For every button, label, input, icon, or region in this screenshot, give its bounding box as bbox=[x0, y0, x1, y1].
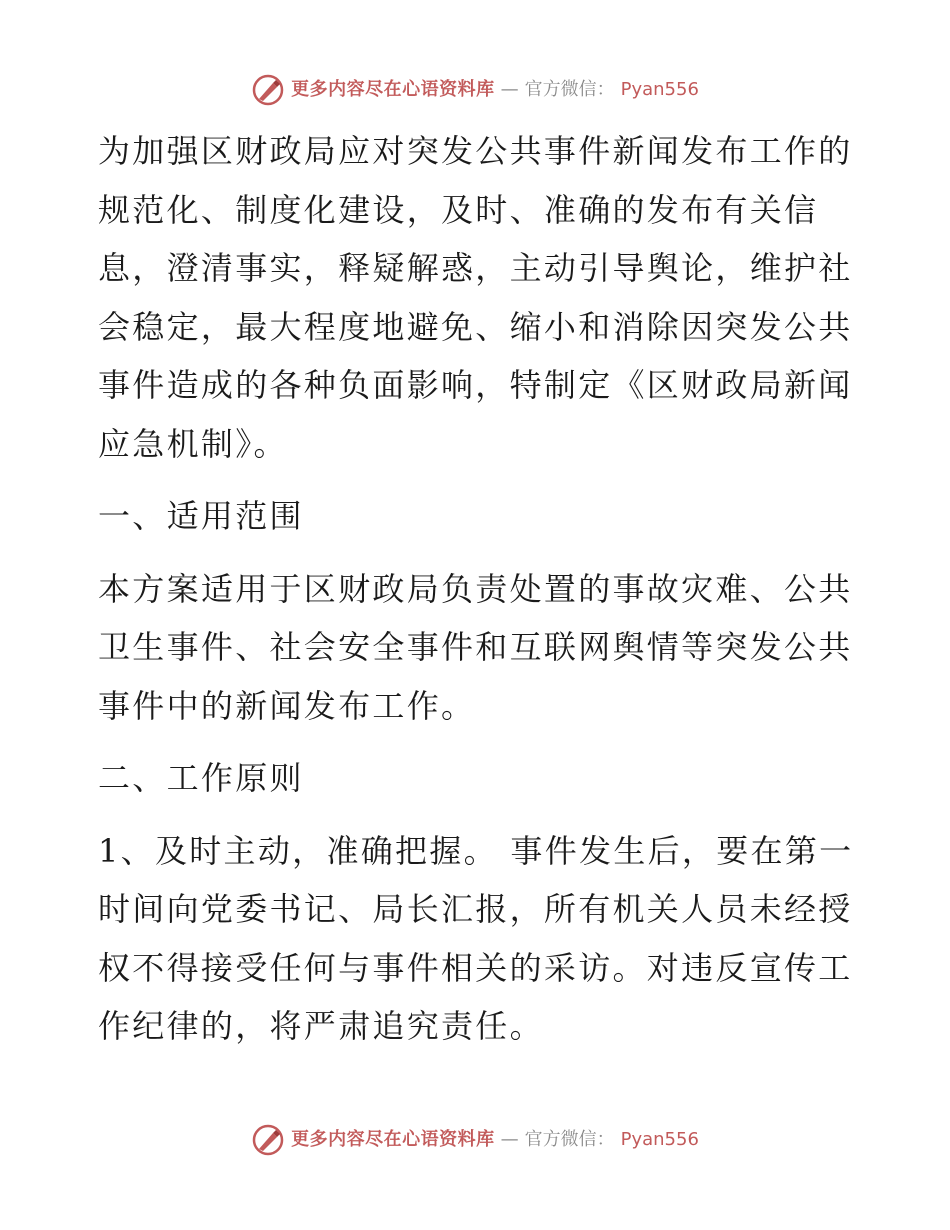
watermark-text: 更多内容尽在心语资料库 bbox=[291, 1129, 495, 1150]
watermark-wechat-label: 官方微信： bbox=[524, 79, 615, 100]
principle-item-1: 1、及时主动，准确把握。 事件发生后，要在第一时间向党委书记、局长汇报，所有机关人员未经授权不得接受任何与事件相关的采访。对违反宣传工作纪律的，将严肃追究责任。 bbox=[98, 831, 854, 1045]
intro-paragraph: 为加强区财政局应对突发公共事件新闻发布工作的规范化、制度化建设，及时、准确的发布有关信息，澄清事实，释疑解惑，主动引导舆论，维护社会稳定，最大程度地避免、缩小和消除因突发公共事件造成的各种负面影响，特制定《区财政局新闻应急机制》。 bbox=[98, 132, 853, 463]
watermark-wechat-label: 官方微信： bbox=[524, 1129, 615, 1150]
watermark-dash: — bbox=[500, 79, 519, 100]
watermark-wechat-id: Pyan556 bbox=[620, 79, 699, 100]
section-heading-scope: 一、适用范围 bbox=[98, 497, 304, 535]
pen-logo-icon bbox=[251, 73, 285, 107]
document-body bbox=[98, 122, 858, 1056]
scope-paragraph: 本方案适用于区财政局负责处置的事故灾难、公共卫生事件、社会安全事件和互联网舆情等突发公共事件中的新闻发布工作。 bbox=[98, 569, 853, 725]
header-watermark bbox=[0, 72, 950, 108]
watermark-wechat-id: Pyan556 bbox=[620, 1129, 699, 1150]
footer-watermark bbox=[0, 1122, 950, 1158]
watermark-text: 更多内容尽在心语资料库 bbox=[291, 79, 495, 100]
section-heading-principles: 二、工作原则 bbox=[98, 759, 304, 797]
pen-logo-icon bbox=[251, 1123, 285, 1157]
watermark-dash: — bbox=[500, 1129, 519, 1150]
